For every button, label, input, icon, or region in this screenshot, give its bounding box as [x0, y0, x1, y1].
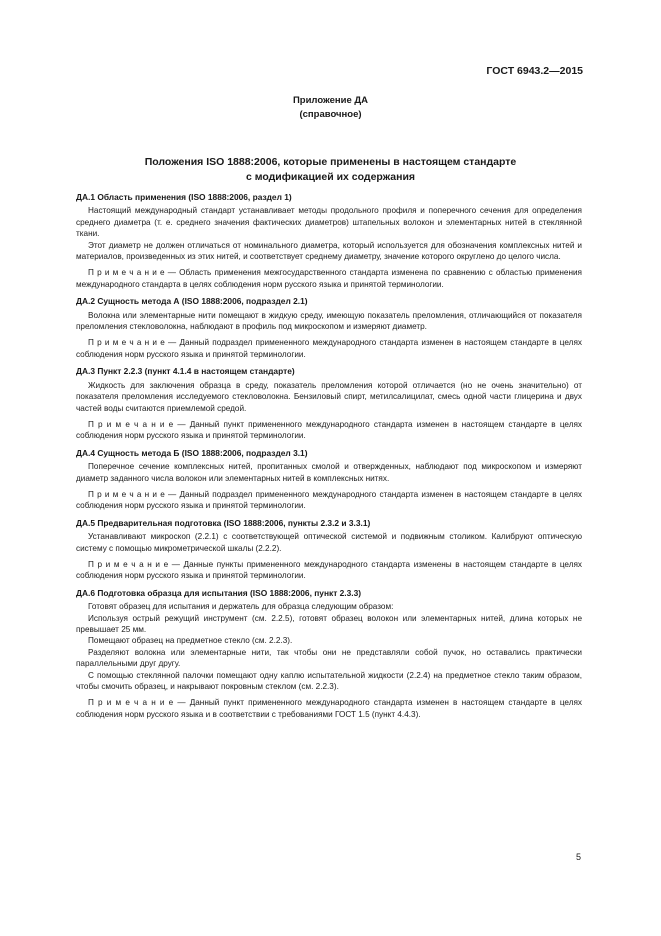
paragraph: Помещают образец на предметное стекло (см. 2.2.3).: [88, 636, 293, 646]
paragraph: Жидкость для заключения образца в среду, показатель преломления которой отличается (но не очень значительно) от показателя преломления исследуемого стекловолокна. Бензиловый спирт, метилсалицилат, смесь одной части глицерина и двух частей воды считаются приемлемой средой.: [76, 380, 582, 413]
paragraph: Поперечное сечение комплексных нитей, пропитанных смолой и отвержденных, наблюдают под микроскопом и измеряют диаметр заданного числа волокон или элементарных нитей в комплексных нитях.: [76, 462, 582, 483]
document-title: [0, 155, 661, 185]
paragraph: С помощью стеклянной палочки помещают одну каплю испытательной жидкости (2.2.4) на предметное стекло таким образом, чтобы смочить образец, и накрывают покровным стеклом (см. 2.2.3).: [76, 670, 582, 692]
section-heading: ДА.5 Предварительная подготовка (ISO 1888:2006, пункты 2.3.2 и 3.3.1): [76, 517, 371, 528]
page-number: 5: [575, 852, 581, 862]
section-note: П р и м е ч а н и е — Данный подраздел примененного международного стандарта изменен в настоящем стандарте в целях соблюдения норм русского языка и принятой терминологии.: [76, 338, 582, 359]
section-da5: [76, 518, 582, 582]
section-heading: ДА.1 Область применения (ISO 1888:2006, раздел 1): [76, 192, 292, 202]
section-heading: ДА.6 Подготовка образца для испытания (ISO 1888:2006, пункт 2.3.3): [76, 587, 362, 598]
section-note: П р и м е ч а н и е — Данные пункты примененного международного стандарта изменены в настоящем стандарте в целях соблюдения норм русского языка и принятой терминологии.: [76, 559, 582, 581]
section-da4: [76, 448, 582, 512]
appendix-title: Приложение ДА: [292, 95, 369, 106]
paragraph: Устанавливают микроскоп (2.2.1) с соответствующей оптической системой и подвижным столиком. Калибруют оптическую систему с помощью микрометрической шкалы (2.2.2).: [76, 532, 582, 553]
document-title-line1: Положения ISO 1888:2006, которые применены в настоящем стандарте: [144, 156, 517, 168]
appendix-heading: [0, 94, 661, 122]
section-heading: ДА.2 Сущность метода А (ISO 1888:2006, подраздел 2.1): [76, 296, 308, 307]
paragraph: Волокна или элементарные нити помещают в жидкую среду, имеющую показатель преломления, отличающийся от показателя преломления стекловолокна, наблюдают в профиль под микроскопом и измеряют диаметр.: [76, 310, 582, 332]
section-da3: [76, 366, 582, 441]
standard-id: ГОСТ 6943.2—2015: [486, 65, 583, 77]
document-title-line2: с модификацией их содержания: [245, 171, 416, 183]
section-heading: ДА.4 Сущность метода Б (ISO 1888:2006, подраздел 3.1): [76, 447, 308, 458]
appendix-subtitle: (справочное): [299, 109, 362, 120]
section-note: П р и м е ч а н и е — Данный пункт примененного международного стандарта изменен в настоящем стандарте в целях соблюдения норм русского языка и принятой терминологии.: [76, 419, 582, 441]
section-da1: [76, 192, 582, 290]
section-note: П р и м е ч а н и е — Область применения межгосударственного стандарта изменена по сравнению с областью применения международного стандарта в целях соблюдения норм русского языка и принятой терминологии.: [76, 268, 582, 289]
section-da2: [76, 296, 582, 360]
paragraph: Разделяют волокна или элементарные нити, так чтобы они не представляли собой пучок, но оставались практически параллельными друг другу.: [76, 647, 582, 669]
paragraph: Настоящий международный стандарт устанавливает методы продольного профиля и поперечного сечения для определения среднего диаметра (т. е. среднего значения фактических диаметров) штапельных волокон и элементарных нитей в стеклянной ткани.: [76, 206, 582, 239]
section-heading: ДА.3 Пункт 2.2.3 (пункт 4.1.4 в настоящем стандарте): [76, 366, 295, 377]
paragraph: Этот диаметр не должен отличаться от номинального диаметра, который используется для обозначения комплексных нитей и материалов, произведенных из этих нитей, и соответствует среднему диаметру, значение которого округлено до целого числа.: [76, 240, 582, 262]
section-da6: [76, 588, 582, 720]
document-body: [76, 192, 582, 726]
section-note: П р и м е ч а н и е — Данный пункт примененного международного стандарта изменен в настоящем стандарте в целях соблюдения норм русского языка и в соответствии с требованиями ГОСТ 1.5 (пункт 4.4.3).: [76, 698, 582, 719]
paragraph: Используя острый режущий инструмент (см. 2.2.5), готовят образец волокон или элементарных нитей, длина которых не превышает 25 мм.: [76, 613, 582, 634]
paragraph: Готовят образец для испытания и держатель для образца следующим образом:: [88, 602, 394, 612]
section-note: П р и м е ч а н и е — Данный подраздел примененного международного стандарта изменен в настоящем стандарте в целях соблюдения норм русского языка и принятой терминологии.: [76, 489, 582, 511]
